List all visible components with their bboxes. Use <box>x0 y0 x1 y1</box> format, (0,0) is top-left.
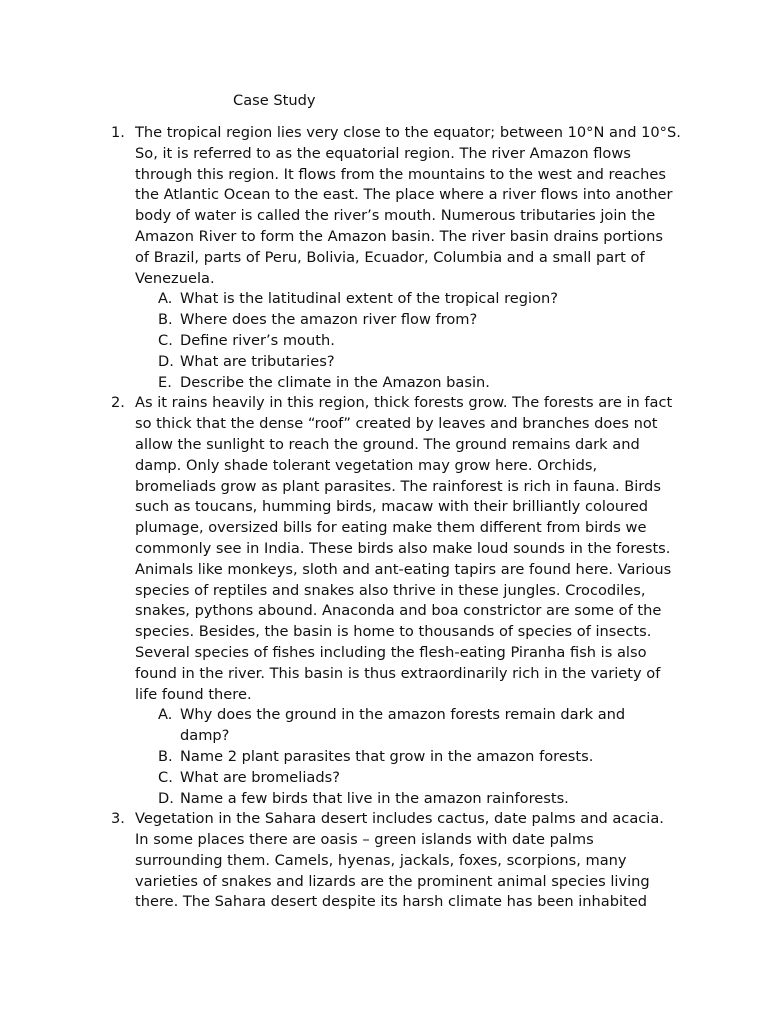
question-letter: B. <box>158 311 173 329</box>
item-paragraph: Vegetation in the Sahara desert includes cactus, date palms and acacia. In some places there are oasis – green islands with date palms surrounding them. Camels, hyenas, jackals, foxes, scorpions, many varieties of snakes and lizards are the prominent animal species living there. The Sahara desert despite its harsh climate has been inhabited <box>135 810 664 911</box>
list-item-1 <box>0 123 681 393</box>
question-text: What are bromeliads? <box>180 768 340 786</box>
question-letter: C. <box>158 331 173 349</box>
question-text: What are tributaries? <box>180 352 335 370</box>
case-study-list <box>0 123 768 913</box>
list-item-3 <box>0 809 681 913</box>
question-item <box>135 289 650 310</box>
item-number: 1. <box>111 124 125 141</box>
question-list <box>135 289 681 393</box>
question-item <box>135 331 650 352</box>
question-letter: D. <box>158 352 174 370</box>
question-item <box>135 352 650 373</box>
question-item <box>135 705 650 747</box>
question-letter: D. <box>158 789 174 807</box>
question-letter: B. <box>158 747 173 765</box>
question-letter: C. <box>158 768 173 786</box>
item-paragraph: The tropical region lies very close to the equator; between 10°N and 10°S. So, it is referred to as the equatorial region. The river Amazon flows through this region. It flows from the mountains to the west and reaches the Atlantic Ocean to the east. The place where a river flows into another body of water is called the river’s mouth. Numerous tributaries join the Amazon River to form the Amazon basin. The river basin drains portions of Brazil, parts of Peru, Bolivia, Ecuador, Columbia and a small part of Venezuela. <box>135 124 681 287</box>
item-paragraph: As it rains heavily in this region, thick forests grow. The forests are in fact so thick that the dense “roof” created by leaves and branches does not allow the sunlight to reach the ground. The ground remains dark and damp. Only shade tolerant vegetation may grow here. Orchids, bromeliads grow as plant parasites. The rainforest is rich in fauna. Birds such as toucans, humming birds, macaw with their brilliantly coloured plumage, oversized bills for eating make them different from birds we commonly see in India. These birds also make loud sounds in the forests. Animals like monkeys, sloth and ant-eating tapirs are found here. Various species of reptiles and snakes also thrive in these jungles. Crocodiles, snakes, pythons abound. Anaconda and boa constrictor are some of the species. Besides, the basin is home to thousands of species of insects. Several species of fishes including the flesh-eating Piranha fish is also found in the river. This basin is thus extraordinarily rich in the variety of life found there. <box>135 394 673 703</box>
question-item <box>135 789 650 810</box>
question-list <box>135 705 681 809</box>
question-letter: A. <box>158 706 173 724</box>
question-item <box>135 768 650 789</box>
question-letter: E. <box>158 373 172 391</box>
question-text: Describe the climate in the Amazon basin. <box>180 373 490 391</box>
question-text: Name a few birds that live in the amazon rainforests. <box>180 789 569 807</box>
question-item <box>135 373 650 394</box>
list-item-2 <box>0 393 681 809</box>
item-number: 3. <box>111 810 125 828</box>
question-text: Why does the ground in the amazon forests remain dark and damp? <box>180 706 626 745</box>
question-text: Where does the amazon river flow from? <box>180 311 478 329</box>
question-item <box>135 747 650 768</box>
question-letter: A. <box>158 290 173 308</box>
question-item <box>135 310 650 331</box>
question-text: What is the latitudinal extent of the tropical region? <box>180 290 558 308</box>
question-text: Name 2 plant parasites that grow in the amazon forests. <box>180 747 594 765</box>
question-text: Define river’s mouth. <box>180 331 335 349</box>
item-number: 2. <box>111 394 125 412</box>
page-title: Case Study <box>233 92 316 109</box>
